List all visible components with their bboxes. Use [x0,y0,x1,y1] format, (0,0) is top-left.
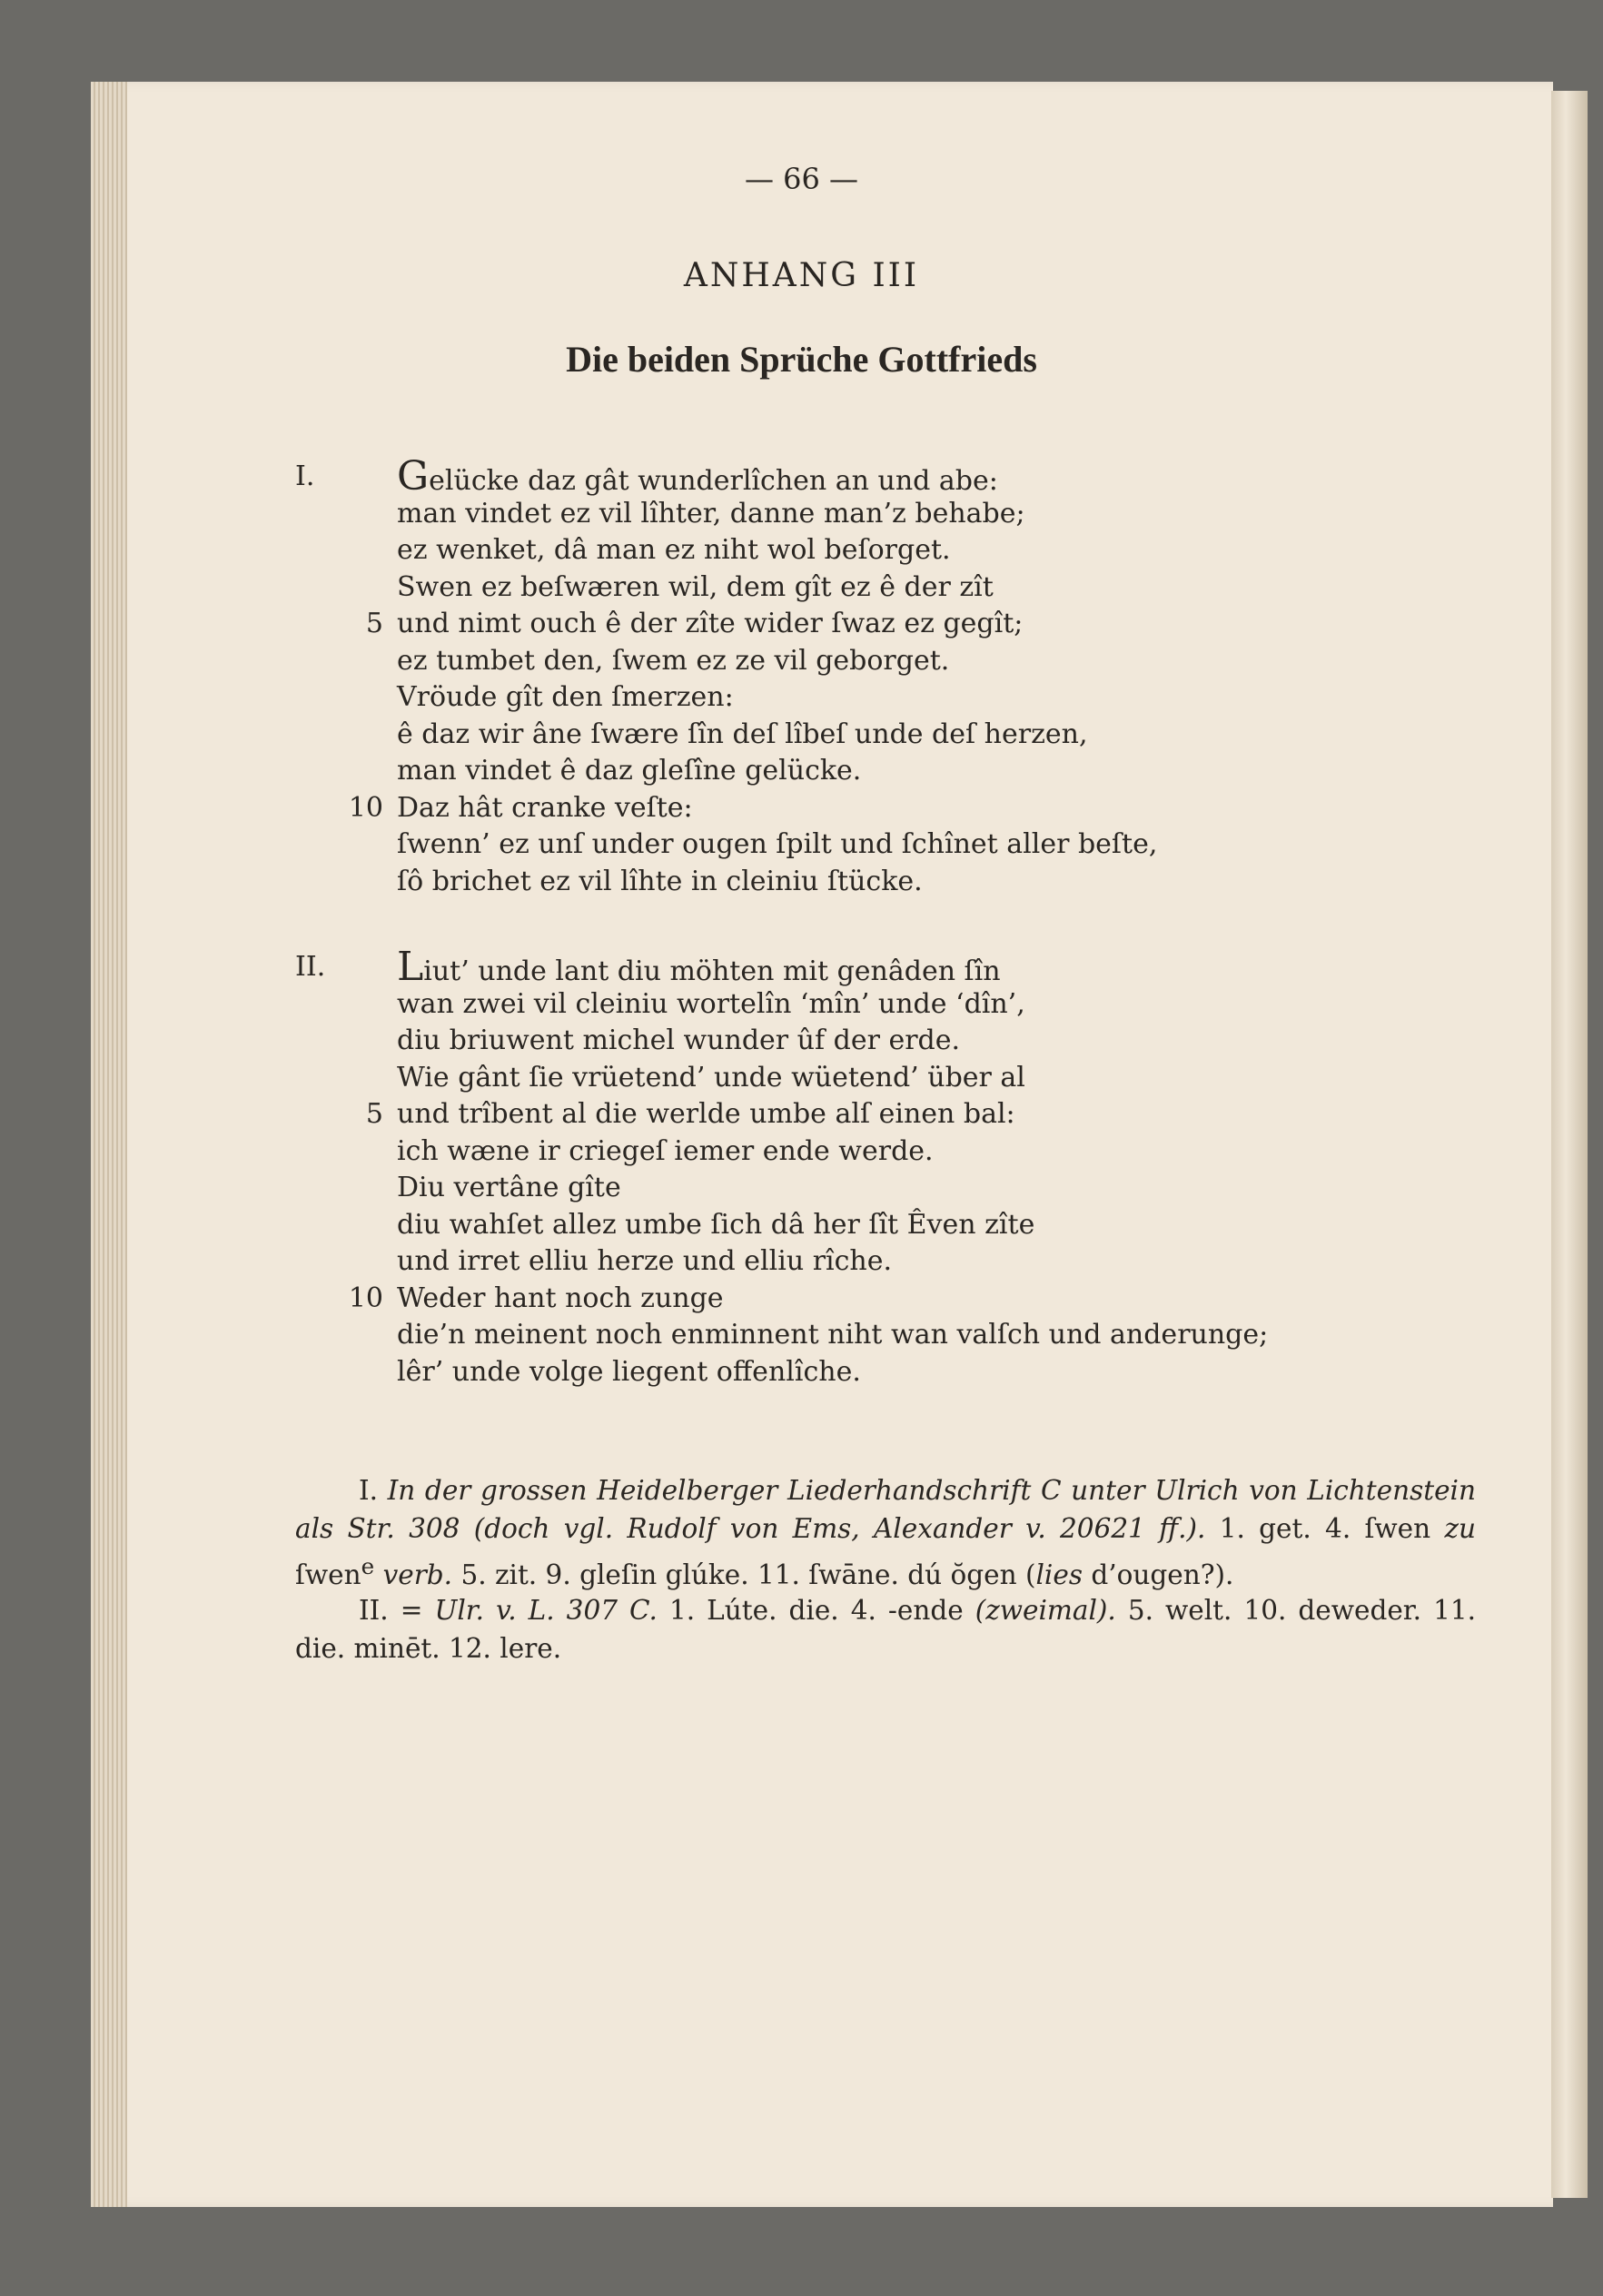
poem-line: ez wenket, dâ man ez niht wol beſorget. [397,534,951,566]
initial-letter: G [397,453,430,500]
line-number: 10 [348,791,383,824]
fore-edge [1551,91,1588,2198]
poem-line: die’n meinent noch enminnent niht wan valſch und anderunge; [397,1319,1269,1351]
poem-line: Swen ez beſwæren wil, dem gît ez ê der zît [397,570,994,603]
poem-line: ich wæne ir criegeſ iemer ende werde. [397,1134,934,1167]
poem-line: Diu vertâne gîte [397,1172,621,1203]
poem-label: I. [295,460,315,492]
footnote-2: II. = Ulr. v. L. 307 C. 1. Lúte. die. 4. -ende (zweimal). 5. welt. 10. deweder. 11. die. minēt. 12. lere. [295,1595,1476,1664]
poem-line: ſwenn’ ez unſ under ougen ſpilt und ſchînet aller beſte, [397,828,1158,860]
line-number: 5 [365,1098,383,1130]
footnote-1: I. In der grossen Heidelberger Liederhandschrift C unter Ulrich von Lichtenstein als Str. 308 (doch vgl. Rudolf von Ems, Alexander v. 20621 ff.). 1. get. 4. ſwen zu ſwen$^e$ verb. 5. zit. 9. gleſin glúke. 11. ſwāne. dú ŏgen (lies d’ougen?). [295,1475,1476,1590]
poem-label: II. [295,951,326,983]
poem-line: man vindet ez vil lîhter, danne man’z behabe; [397,497,1025,529]
poem-line: ſô brichet ez vil lîhte in cleiniu ſtücke. [397,865,923,897]
poem-line: ê daz wir âne ſwære ſîn deſ lîbeſ unde deſ herzen, [397,718,1088,750]
page-title: Die beiden Sprüche Gottfrieds [566,339,1037,380]
poem-line-text: iut’ unde lant diu möhten mit genâden ſîn [423,955,1001,987]
appendix-heading: ANHANG III [683,257,920,294]
page-stack-edge [91,82,127,2207]
poem-line: und irret elliu herze und elliu rîche. [397,1245,893,1277]
poem-line: und trîbent al die werlde umbe alſ einen bal: [397,1098,1015,1130]
poem-line: lêr’ unde volge liegent offenlîche. [397,1355,861,1388]
poem-line: diu wahſet allez umbe ſich dâ her ſît Êven zîte [397,1208,1035,1241]
poem-line-text: elücke daz gât wunderlîchen an und abe: [429,465,998,497]
line-number: 10 [348,1282,383,1314]
initial-letter: L [397,944,424,990]
poem-line: ez tumbet den, ſwem ez ze vil geborget. [397,644,950,677]
line-number: 5 [365,608,383,639]
poem-line: Vröude gît den ſmerzen: [397,681,734,713]
poem-line: Daz hât cranke veſte: [397,791,693,824]
page-number: — 66 — [744,162,859,196]
poem-line: Weder hant noch zunge [397,1282,724,1314]
poem-line [397,944,1001,990]
poem-line: man vindet ê daz gleſîne gelücke. [397,755,862,787]
poem-line: und nimt ouch ê der zîte wider ſwaz ez gegît; [397,608,1024,639]
poem-line: wan zwei vil cleiniu wortelîn ‘mîn’ unde ‘dîn’, [397,987,1025,1020]
poem-line [397,453,998,500]
poem-line: Wie gânt ſie vrüetend’ unde wüetend’ über al [397,1061,1025,1094]
poem-line: diu briuwent michel wunder ûf der erde. [397,1024,961,1056]
